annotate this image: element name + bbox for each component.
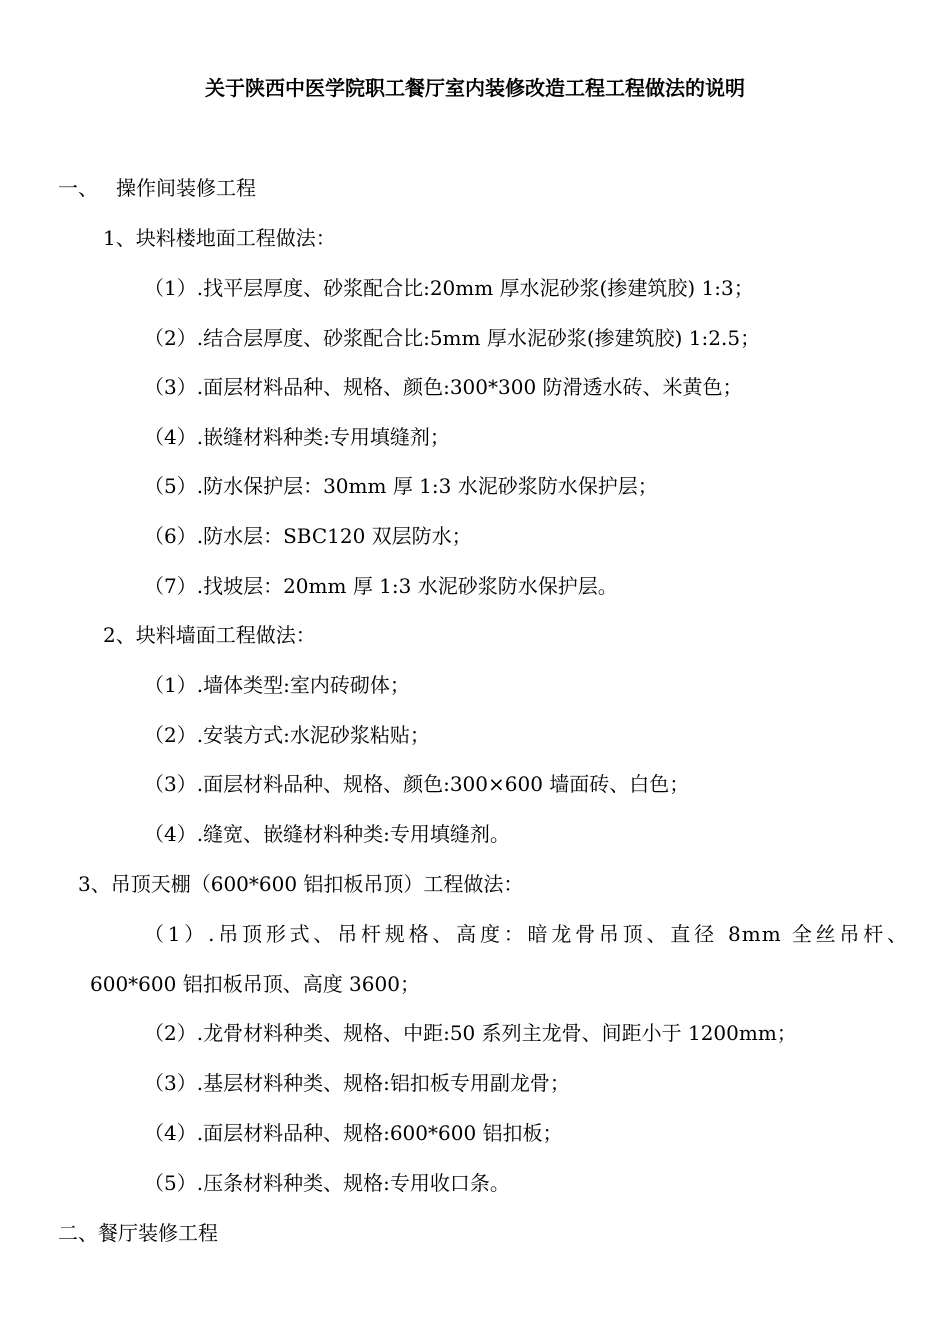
subsection-2-heading: 2、块料墙面工程做法：	[103, 623, 316, 647]
ceiling-item-1-line-1: （1）.吊顶形式、吊杆规格、高度：暗龙骨吊顶、直径 8mm 全丝吊杆、	[144, 922, 908, 946]
section-1-number: 一、	[58, 176, 98, 200]
floor-item-5: （5）.防水保护层：30mm 厚 1:3 水泥砂浆防水保护层；	[144, 474, 658, 498]
floor-item-1: （1）.找平层厚度、砂浆配合比:20mm 厚水泥砂浆(掺建筑胶) 1:3；	[144, 276, 754, 300]
ceiling-item-2: （2）.龙骨材料种类、规格、中距:50 系列主龙骨、间距小于 1200mm；	[144, 1021, 797, 1045]
section-2-heading: 二、餐厅装修工程	[58, 1221, 218, 1245]
document-title: 关于陕西中医学院职工餐厅室内装修改造工程工程做法的说明	[205, 76, 745, 100]
ceiling-item-3: （3）.基层材料种类、规格:铝扣板专用副龙骨；	[144, 1071, 570, 1095]
subsection-3-heading: 3、吊顶天棚（600*600 铝扣板吊顶）工程做法：	[78, 872, 524, 896]
floor-item-7: （7）.找坡层：20mm 厚 1:3 水泥砂浆防水保护层。	[144, 574, 618, 598]
wall-item-4: （4）.缝宽、嵌缝材料种类:专用填缝剂。	[144, 822, 510, 846]
section-1-heading	[58, 172, 256, 204]
section-1-title: 操作间装修工程	[116, 176, 256, 200]
floor-item-3: （3）.面层材料品种、规格、颜色:300*300 防滑透水砖、米黄色；	[144, 375, 743, 399]
wall-item-1: （1）.墙体类型:室内砖砌体；	[144, 673, 410, 697]
wall-item-3: （3）.面层材料品种、规格、颜色:300×600 墙面砖、白色；	[144, 772, 690, 796]
floor-item-4: （4）.嵌缝材料种类:专用填缝剂；	[144, 425, 450, 449]
ceiling-item-1-line-2: 600*600 铝扣板吊顶、高度 3600；	[90, 972, 420, 996]
floor-item-2: （2）.结合层厚度、砂浆配合比:5mm 厚水泥砂浆(掺建筑胶) 1:2.5；	[144, 326, 761, 350]
ceiling-item-5: （5）.压条材料种类、规格:专用收口条。	[144, 1171, 510, 1195]
ceiling-item-4: （4）.面层材料品种、规格:600*600 铝扣板；	[144, 1121, 563, 1145]
floor-item-6: （6）.防水层：SBC120 双层防水；	[144, 524, 472, 548]
subsection-1-heading: 1、块料楼地面工程做法：	[103, 226, 336, 250]
wall-item-2: （2）.安装方式:水泥砂浆粘贴；	[144, 723, 430, 747]
